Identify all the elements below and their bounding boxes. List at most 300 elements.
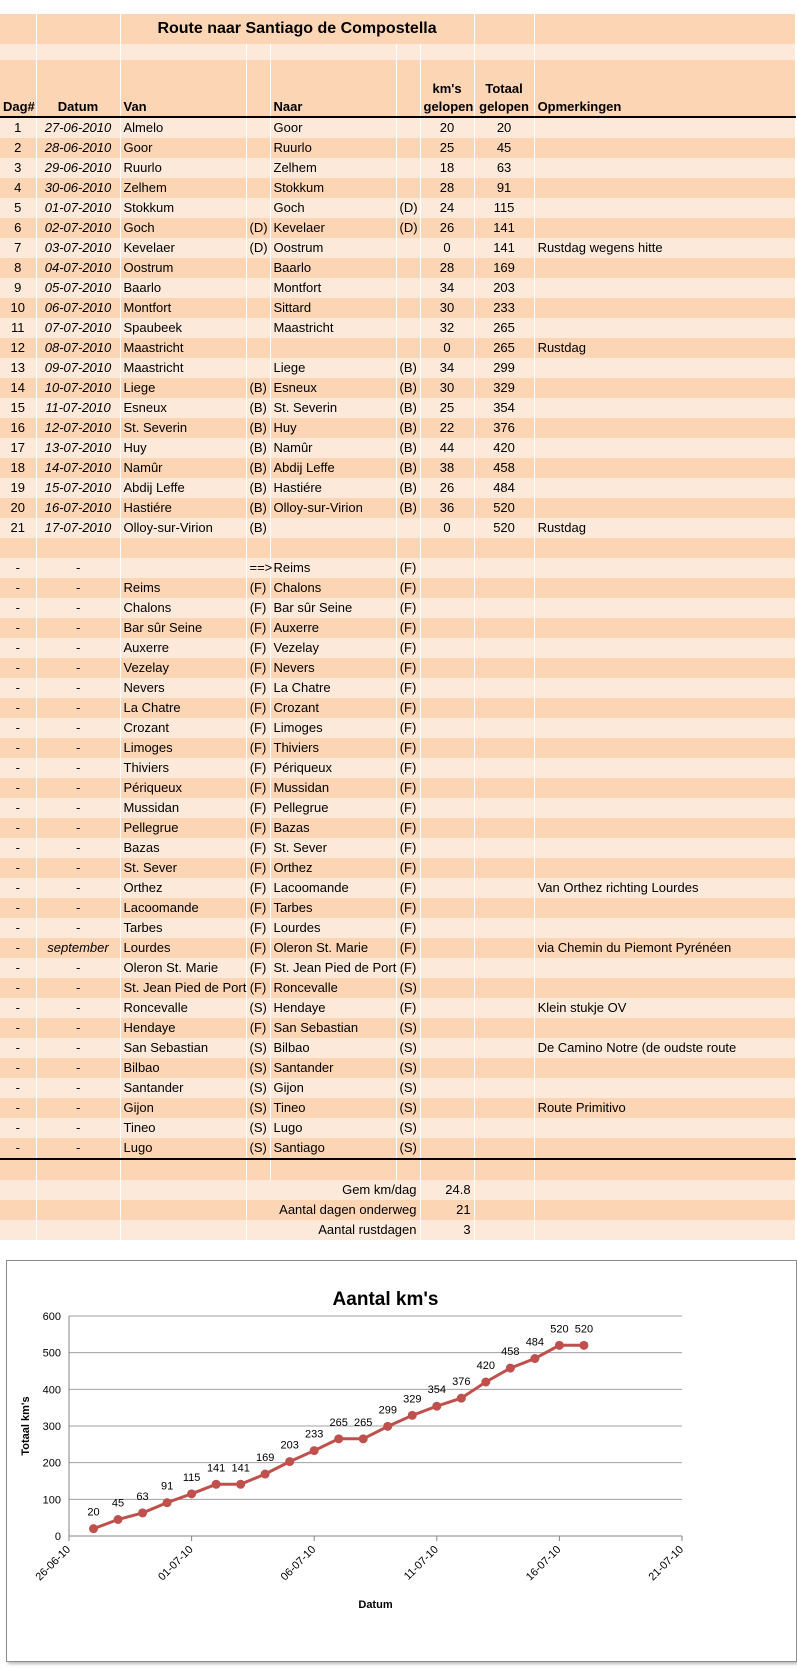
km-cell: 26 [420, 478, 474, 498]
data-point [187, 1489, 196, 1498]
naar-cell: Lugo [270, 1118, 396, 1138]
datum-cell: - [36, 718, 120, 738]
summary-label: Gem km/dag [246, 1180, 420, 1200]
naar-cell: Abdij Leffe [270, 458, 396, 478]
km-cell [420, 1078, 474, 1098]
van-cell: Goch [120, 218, 246, 238]
totaal-cell [474, 798, 534, 818]
totaal-cell: 520 [474, 518, 534, 538]
naar-cell: Tarbes [270, 898, 396, 918]
opmerking-cell [534, 678, 795, 698]
totaal-cell: 63 [474, 158, 534, 178]
naar-country-cell: (F) [396, 698, 420, 718]
van-country-cell: (B) [246, 418, 270, 438]
van-cell: Spaubeek [120, 318, 246, 338]
van-cell: Montfort [120, 298, 246, 318]
naar-country-cell: (S) [396, 1098, 420, 1118]
van-country-cell: (F) [246, 678, 270, 698]
dag-cell: - [0, 638, 36, 658]
naar-country-cell [396, 178, 420, 198]
x-tick-label: 21-07-10 [646, 1543, 687, 1584]
van-cell: Namûr [120, 458, 246, 478]
future-row [0, 718, 795, 738]
naar-country-cell: (B) [396, 478, 420, 498]
totaal-cell: 329 [474, 378, 534, 398]
datum-cell: - [36, 878, 120, 898]
table-row [0, 338, 795, 358]
opmerking-cell [534, 1138, 795, 1159]
future-row [0, 898, 795, 918]
future-row [0, 678, 795, 698]
naar-cell: Santiago [270, 1138, 396, 1159]
totaal-cell: 265 [474, 318, 534, 338]
datum-cell: - [36, 998, 120, 1018]
naar-cell: Lourdes [270, 918, 396, 938]
datum-cell: - [36, 1038, 120, 1058]
future-row [0, 1078, 795, 1098]
datum-cell: 29-06-2010 [36, 158, 120, 178]
totaal-cell: 484 [474, 478, 534, 498]
datum-cell: 02-07-2010 [36, 218, 120, 238]
dag-cell: - [0, 738, 36, 758]
data-label: 354 [427, 1384, 446, 1397]
van-country-cell: (F) [246, 598, 270, 618]
opmerking-cell: Rustdag wegens hitte [534, 238, 795, 258]
x-tick-label: 11-07-10 [401, 1543, 441, 1583]
van-cell [120, 558, 246, 578]
future-row [0, 778, 795, 798]
van-country-cell: (F) [246, 1018, 270, 1038]
dag-cell: - [0, 758, 36, 778]
km-cell: 0 [420, 338, 474, 358]
opmerking-cell [534, 1118, 795, 1138]
chart-title: Aantal km's [332, 1289, 439, 1310]
naar-country-cell: (B) [396, 458, 420, 478]
opmerking-cell [534, 1018, 795, 1038]
table-row [0, 478, 795, 498]
naar-cell: Goch [270, 198, 396, 218]
data-point [334, 1434, 343, 1443]
datum-cell: september [36, 938, 120, 958]
van-country-cell [246, 278, 270, 298]
future-row [0, 578, 795, 598]
future-row [0, 558, 795, 578]
summary-label: Aantal rustdagen [246, 1220, 420, 1240]
opmerking-cell [534, 458, 795, 478]
km-cell: 32 [420, 318, 474, 338]
dag-cell: - [0, 818, 36, 838]
totaal-cell [474, 598, 534, 618]
van-country-cell: (B) [246, 478, 270, 498]
km-cell: 28 [420, 258, 474, 278]
opmerking-cell: Route Primitivo [534, 1098, 795, 1118]
header-row [0, 60, 795, 117]
dag-cell: 2 [0, 138, 36, 158]
van-country-cell: (B) [246, 398, 270, 418]
totaal-cell [474, 898, 534, 918]
van-country-cell: (B) [246, 438, 270, 458]
van-country-cell: (D) [246, 218, 270, 238]
dag-cell: - [0, 958, 36, 978]
opmerking-cell [534, 558, 795, 578]
totaal-cell [474, 618, 534, 638]
naar-country-cell: (F) [396, 938, 420, 958]
table-row [0, 178, 795, 198]
naar-country-cell: (F) [396, 898, 420, 918]
data-point [579, 1341, 588, 1350]
opmerking-cell [534, 1058, 795, 1078]
header-totaal: Totaal gelopen [474, 60, 534, 117]
van-cell: Esneux [120, 398, 246, 418]
totaal-cell: 520 [474, 498, 534, 518]
totaal-cell [474, 938, 534, 958]
van-cell: Reims [120, 578, 246, 598]
data-label: 458 [501, 1346, 520, 1359]
opmerking-cell [534, 318, 795, 338]
future-row [0, 978, 795, 998]
van-country-cell: (F) [246, 578, 270, 598]
van-country-cell: (S) [246, 1098, 270, 1118]
km-cell [420, 638, 474, 658]
dag-cell: - [0, 778, 36, 798]
data-point [432, 1402, 441, 1411]
naar-country-cell: (S) [396, 1078, 420, 1098]
datum-cell: - [36, 978, 120, 998]
totaal-cell: 420 [474, 438, 534, 458]
datum-cell: - [36, 698, 120, 718]
opmerking-cell [534, 398, 795, 418]
km-cell [420, 658, 474, 678]
van-cell: La Chatre [120, 698, 246, 718]
van-cell: Baarlo [120, 278, 246, 298]
y-tick-label: 100 [42, 1494, 61, 1507]
naar-cell: Oleron St. Marie [270, 938, 396, 958]
summary-value: 3 [420, 1220, 474, 1240]
sheet-title: Route naar Santiago de Compostella [120, 14, 474, 44]
van-country-cell [246, 198, 270, 218]
dag-cell: 16 [0, 418, 36, 438]
datum-cell: - [36, 1138, 120, 1159]
spacer-row [0, 44, 795, 60]
van-cell: Olloy-sur-Virion [120, 518, 246, 538]
datum-cell: - [36, 898, 120, 918]
table-row [0, 198, 795, 218]
naar-country-cell: (F) [396, 958, 420, 978]
table-row [0, 418, 795, 438]
van-country-cell: (F) [246, 758, 270, 778]
opmerking-cell [534, 838, 795, 858]
opmerking-cell [534, 598, 795, 618]
data-point [555, 1341, 564, 1350]
opmerking-cell [534, 158, 795, 178]
van-cell: Kevelaer [120, 238, 246, 258]
naar-country-cell: (F) [396, 618, 420, 638]
naar-cell: Goor [270, 117, 396, 138]
dag-cell: 21 [0, 518, 36, 538]
opmerking-cell [534, 418, 795, 438]
title-row [0, 14, 795, 44]
future-row [0, 1038, 795, 1058]
van-country-cell: (F) [246, 618, 270, 638]
naar-cell: St. Jean Pied de Port [270, 958, 396, 978]
datum-cell: - [36, 1098, 120, 1118]
datum-cell: - [36, 818, 120, 838]
naar-cell: Ruurlo [270, 138, 396, 158]
dag-cell: 1 [0, 117, 36, 138]
dag-cell: - [0, 618, 36, 638]
naar-country-cell [396, 518, 420, 538]
future-row [0, 598, 795, 618]
table-row [0, 518, 795, 538]
naar-cell: Montfort [270, 278, 396, 298]
line-chart [7, 1261, 794, 1659]
naar-cell [270, 338, 396, 358]
x-tick-label: 16-07-10 [523, 1543, 564, 1584]
van-country-cell: (B) [246, 518, 270, 538]
naar-country-cell: (B) [396, 418, 420, 438]
naar-country-cell: (S) [396, 1138, 420, 1159]
dag-cell: - [0, 1078, 36, 1098]
y-tick-label: 600 [42, 1311, 61, 1323]
table-row [0, 378, 795, 398]
data-point [236, 1480, 245, 1489]
km-cell [420, 698, 474, 718]
future-row [0, 818, 795, 838]
future-row [0, 1058, 795, 1078]
table-row [0, 438, 795, 458]
x-tick-label: 06-07-10 [278, 1543, 319, 1584]
opmerking-cell [534, 738, 795, 758]
datum-cell: 10-07-2010 [36, 378, 120, 398]
van-cell: St. Sever [120, 858, 246, 878]
datum-cell: - [36, 918, 120, 938]
dag-cell: - [0, 1138, 36, 1159]
van-cell: Bazas [120, 838, 246, 858]
naar-country-cell: (S) [396, 1118, 420, 1138]
opmerking-cell: Van Orthez richting Lourdes [534, 878, 795, 898]
km-cell: 18 [420, 158, 474, 178]
future-row [0, 758, 795, 778]
naar-cell: Santander [270, 1058, 396, 1078]
opmerking-cell: De Camino Notre (de oudste route [534, 1038, 795, 1058]
totaal-cell: 45 [474, 138, 534, 158]
van-cell: Hendaye [120, 1018, 246, 1038]
dag-cell: 9 [0, 278, 36, 298]
naar-country-cell: (F) [396, 598, 420, 618]
km-cell: 34 [420, 358, 474, 378]
van-cell: Tarbes [120, 918, 246, 938]
datum-cell: - [36, 1118, 120, 1138]
datum-cell: - [36, 858, 120, 878]
totaal-cell: 265 [474, 338, 534, 358]
data-point [163, 1498, 172, 1507]
data-label: 299 [378, 1404, 397, 1417]
naar-cell: Hendaye [270, 998, 396, 1018]
table-row [0, 278, 795, 298]
x-tick-label: 01-07-10 [156, 1543, 196, 1584]
dag-cell: - [0, 598, 36, 618]
van-cell: Vezelay [120, 658, 246, 678]
km-cell [420, 878, 474, 898]
data-point [383, 1422, 392, 1431]
naar-country-cell: (B) [396, 358, 420, 378]
naar-country-cell: (S) [396, 1058, 420, 1078]
km-cell: 24 [420, 198, 474, 218]
dag-cell: 14 [0, 378, 36, 398]
van-country-cell: (F) [246, 638, 270, 658]
totaal-cell [474, 678, 534, 698]
spacer-row [0, 1159, 795, 1180]
totaal-cell: 141 [474, 218, 534, 238]
dag-cell: - [0, 578, 36, 598]
van-country-cell: (F) [246, 658, 270, 678]
van-cell: Maastricht [120, 358, 246, 378]
naar-cell: Bazas [270, 818, 396, 838]
opmerking-cell [534, 658, 795, 678]
future-row [0, 738, 795, 758]
x-tick-label: 26-06-10 [33, 1543, 74, 1584]
dag-cell: - [0, 878, 36, 898]
future-row [0, 638, 795, 658]
opmerking-cell [534, 618, 795, 638]
naar-country-cell: (S) [396, 1018, 420, 1038]
van-cell: Thiviers [120, 758, 246, 778]
van-country-cell: (D) [246, 238, 270, 258]
van-cell: Gijon [120, 1098, 246, 1118]
datum-cell: 11-07-2010 [36, 398, 120, 418]
table-row [0, 218, 795, 238]
van-country-cell [246, 138, 270, 158]
future-row [0, 918, 795, 938]
header-datum: Datum [36, 60, 120, 117]
totaal-cell: 115 [474, 198, 534, 218]
data-point [138, 1508, 147, 1517]
totaal-cell [474, 1058, 534, 1078]
naar-cell: Oostrum [270, 238, 396, 258]
data-label: 141 [206, 1462, 226, 1475]
data-label: 484 [525, 1336, 545, 1349]
van-cell: Zelhem [120, 178, 246, 198]
datum-cell: - [36, 738, 120, 758]
opmerking-cell [534, 298, 795, 318]
future-row [0, 878, 795, 898]
datum-cell: 27-06-2010 [36, 117, 120, 138]
y-tick-label: 0 [54, 1531, 61, 1543]
data-label: 20 [87, 1506, 100, 1519]
dag-cell: 13 [0, 358, 36, 378]
data-label: 91 [160, 1480, 174, 1493]
opmerking-cell [534, 438, 795, 458]
naar-cell: Stokkum [270, 178, 396, 198]
van-country-cell: (F) [246, 738, 270, 758]
km-cell: 30 [420, 298, 474, 318]
km-cell [420, 618, 474, 638]
km-cell: 38 [420, 458, 474, 478]
naar-cell: Maastricht [270, 318, 396, 338]
header-km: km's gelopen [420, 60, 474, 117]
naar-cell: Bar sûr Seine [270, 598, 396, 618]
van-cell: Bilbao [120, 1058, 246, 1078]
header-van: Van [120, 60, 246, 117]
naar-cell: Zelhem [270, 158, 396, 178]
future-row [0, 1098, 795, 1118]
km-cell: 26 [420, 218, 474, 238]
table-row [0, 298, 795, 318]
opmerking-cell: Rustdag [534, 518, 795, 538]
van-country-cell [246, 158, 270, 178]
dag-cell: - [0, 978, 36, 998]
datum-cell: 07-07-2010 [36, 318, 120, 338]
dag-cell: 7 [0, 238, 36, 258]
km-cell [420, 1058, 474, 1078]
totaal-cell: 20 [474, 117, 534, 138]
dag-cell: 19 [0, 478, 36, 498]
datum-cell: - [36, 678, 120, 698]
summary-label: Aantal dagen onderweg [246, 1200, 420, 1220]
chart-panel [6, 1260, 797, 1662]
van-cell: Bar sûr Seine [120, 618, 246, 638]
km-cell [420, 678, 474, 698]
data-label: 63 [136, 1490, 149, 1503]
opmerking-cell [534, 898, 795, 918]
totaal-cell [474, 998, 534, 1018]
naar-cell: Sittard [270, 298, 396, 318]
naar-country-cell: (F) [396, 658, 420, 678]
km-cell [420, 978, 474, 998]
table-row [0, 318, 795, 338]
datum-cell: 01-07-2010 [36, 198, 120, 218]
van-country-cell [246, 298, 270, 318]
dag-cell: - [0, 1038, 36, 1058]
table-row [0, 258, 795, 278]
future-row [0, 1018, 795, 1038]
datum-cell: 08-07-2010 [36, 338, 120, 358]
van-cell: Lourdes [120, 938, 246, 958]
dag-cell: 5 [0, 198, 36, 218]
datum-cell: 12-07-2010 [36, 418, 120, 438]
naar-cell: Mussidan [270, 778, 396, 798]
data-label: 329 [403, 1393, 422, 1406]
opmerking-cell [534, 198, 795, 218]
naar-country-cell: (B) [396, 378, 420, 398]
data-label: 520 [574, 1323, 594, 1336]
opmerking-cell [534, 798, 795, 818]
naar-cell: Tineo [270, 1098, 396, 1118]
datum-cell: 09-07-2010 [36, 358, 120, 378]
dag-cell: 11 [0, 318, 36, 338]
summary-row [0, 1220, 795, 1240]
km-cell: 22 [420, 418, 474, 438]
totaal-cell: 299 [474, 358, 534, 378]
dag-cell: - [0, 998, 36, 1018]
van-country-cell [246, 338, 270, 358]
km-cell: 34 [420, 278, 474, 298]
totaal-cell [474, 718, 534, 738]
datum-cell: - [36, 638, 120, 658]
data-point [285, 1457, 294, 1466]
dag-cell: 18 [0, 458, 36, 478]
header-dag: Dag# [0, 60, 36, 117]
summary-row [0, 1180, 795, 1200]
opmerking-cell [534, 178, 795, 198]
future-row [0, 958, 795, 978]
table-row [0, 358, 795, 378]
opmerking-cell [534, 478, 795, 498]
future-row [0, 698, 795, 718]
datum-cell: 16-07-2010 [36, 498, 120, 518]
dag-cell: - [0, 1118, 36, 1138]
dag-cell: 17 [0, 438, 36, 458]
